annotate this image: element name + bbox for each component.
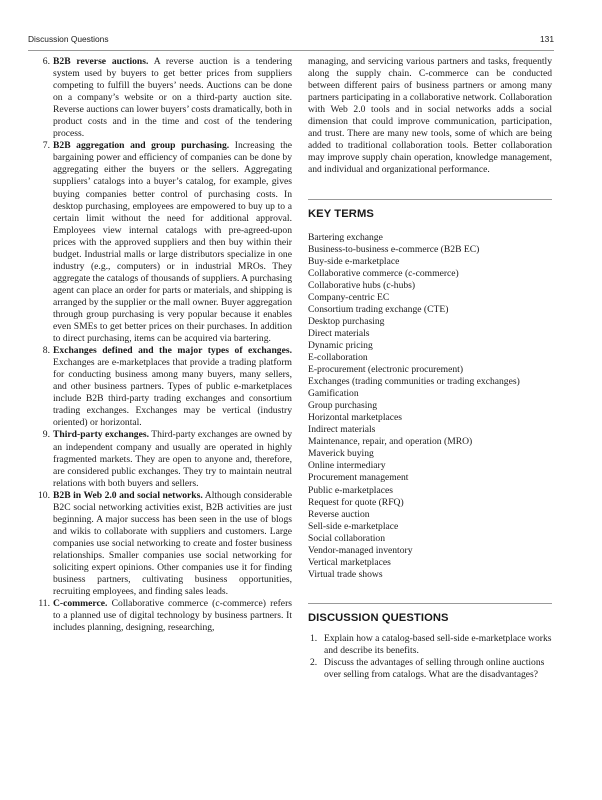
summary-item: [38, 140, 292, 345]
item-number: 10.: [38, 489, 50, 501]
summary-item: [38, 56, 292, 140]
discussion-question: [308, 633, 552, 657]
key-term: Collaborative hubs (c-hubs): [308, 279, 416, 291]
discussion-questions-list: [308, 633, 552, 681]
left-column: [38, 56, 292, 634]
question-text: Discuss the advantages of selling through online auctions over selling from catalogs. What are the disadvantages?: [324, 657, 545, 681]
key-term: Dynamic pricing: [308, 339, 373, 351]
key-term: E-collaboration: [308, 351, 368, 363]
item-number: 6.: [42, 56, 50, 67]
continued-paragraph: managing, and servicing various partners and tasks, frequently along the supply chain. C-commerce can be conducted between different pairs of business partners or among many partners participating in a collaborative network. Collaboration with Web 2.0 tools and in social networks adds a social dimension that could improve communication, participation, and trust. There are many new tools, some of which are being added to traditional collaboration tools. Better collaboration may improve supply chain operation, knowledge management, and individual and organizational performance.: [308, 56, 552, 176]
key-term: Company-centric EC: [308, 291, 390, 303]
key-term: Group purchasing: [308, 400, 378, 412]
question-number: 1.: [310, 632, 318, 644]
key-term: Maintenance, repair, and operation (MRO): [308, 436, 473, 448]
key-term: Bartering exchange: [308, 231, 383, 243]
item-title: Third-party exchanges.: [53, 429, 149, 441]
section-divider: [308, 199, 552, 200]
right-column: [308, 56, 552, 681]
running-header: [28, 0, 554, 51]
key-term: Virtual trade shows: [308, 568, 383, 580]
key-term: Vertical marketplaces: [308, 556, 391, 568]
item-body: Collaborative commerce (c-commerce) refers to a planned use of digital technology by business partners. It includes planning, designing, researching,: [53, 598, 292, 634]
discussion-questions-heading: DISCUSSION QUESTIONS: [308, 611, 449, 624]
key-term: Indirect materials: [308, 424, 376, 436]
key-term: E-procurement (electronic procurement): [308, 364, 464, 376]
key-term: Horizontal marketplaces: [308, 412, 403, 424]
key-term: Gamification: [308, 388, 359, 400]
key-term: Vendor-managed inventory: [308, 544, 413, 556]
summary-item: [38, 490, 292, 598]
item-body: Third-party exchanges are owned by an independent company and usually are operated in highly fragmented markets. They are open to anyone and, therefore, are considered public exchanges. They try to maintain neutral relations with both buyers and sellers.: [53, 429, 292, 489]
key-term: Sell-side e-marketplace: [308, 520, 399, 532]
item-number: 11.: [38, 598, 50, 610]
item-title: B2B aggregation and group purchasing.: [53, 140, 230, 152]
discussion-question: [308, 657, 552, 681]
item-number: 8.: [42, 345, 50, 357]
key-term: Direct materials: [308, 327, 370, 339]
item-body: Although considerable B2C social networking activities exist, B2B activities are just beginning. A major success has been seen in the use of blogs and wikis to collaborate with suppliers and customers. Large companies use social networking to create and foster business relationships. Smaller companies use social networking for soliciting expert opinions. Other companies use it for finding business partners, cultivating business opportunities, recruiting employees, and finding sales leads.: [53, 489, 293, 598]
key-term: Consortium trading exchange (CTE): [308, 303, 449, 315]
item-title: B2B reverse auctions.: [53, 56, 149, 67]
question-number: 2.: [310, 657, 318, 669]
key-term: Online intermediary: [308, 460, 386, 472]
summary-item: [38, 598, 292, 634]
key-term: Exchanges (trading communities or trading exchanges): [308, 376, 520, 388]
header-section-title: Discussion Questions: [28, 34, 109, 44]
section-divider: [308, 603, 552, 604]
item-body: Exchanges are e-marketplaces that provide a trading platform for conducting business among many buyers, many sellers, and other business partners. Types of public e-marketplaces include B2B third-party trading exchanges and consortium trading exchanges. Exchanges may be vertical (industry oriented) or horizontal.: [53, 357, 292, 429]
item-body: Increasing the bargaining power and efficiency of companies can be done by aggregating either the buyers or the sellers. Aggregating suppliers’ catalogs into a buyer’s catalog, for example, gives buying companies better control of purchasing costs. In desktop purchasing, employees are empowered to buy up to a certain limit without the need for additional approval. Employees view internal catalogs with pre-agreed-upon prices with the approved suppliers and then buy within their budget. Industrial malls or large distributors specialize in one industry (e.g., computers) or in industrial MROs. They aggregate the catalogs of thousands of suppliers. A purchasing agent can place an order for parts or materials, and shipping is arranged by the supplier or the mall owner. Buyer aggregation through group purchasing is very popular because it enables even SMEs to get better prices on their purchases. In addition to direct purchasing, items can be acquired via bartering.: [53, 140, 293, 345]
key-term: Desktop purchasing: [308, 315, 385, 327]
item-number: 7.: [42, 140, 50, 152]
key-term: Business-to-business e-commerce (B2B EC): [308, 243, 480, 255]
key-term: Public e-marketplaces: [308, 484, 393, 496]
item-body: A reverse auction is a tendering system used by buyers to get better prices from suppliers competing to fulfill the buyers’ needs. Auctions can be done on a company’s website or on a third-party auction site. Reverse auctions can lower buyers’ costs dramatically, both in product costs and in the time and cost of the tendering process.: [53, 56, 293, 140]
item-title: B2B in Web 2.0 and social networks.: [53, 489, 203, 501]
key-terms-heading: KEY TERMS: [308, 208, 374, 221]
question-text: Explain how a catalog-based sell-side e-marketplace works and describe its benefits.: [324, 632, 552, 656]
key-term: Request for quote (RFQ): [308, 496, 404, 508]
key-term: Collaborative commerce (c-commerce): [308, 267, 459, 279]
key-term: Procurement management: [308, 472, 409, 484]
summary-item: [38, 429, 292, 489]
item-number: 9.: [42, 429, 50, 441]
item-title: Exchanges defined and the major types of exchanges.: [53, 345, 292, 357]
key-term: Social collaboration: [308, 532, 385, 544]
key-term: Buy-side e-marketplace: [308, 255, 400, 267]
header-page-number: 131: [540, 34, 554, 44]
key-term: Reverse auction: [308, 508, 370, 520]
item-title: C-commerce.: [53, 598, 108, 610]
key-terms-list: [308, 232, 552, 581]
summary-item: [38, 345, 292, 429]
key-term: Maverick buying: [308, 448, 374, 460]
